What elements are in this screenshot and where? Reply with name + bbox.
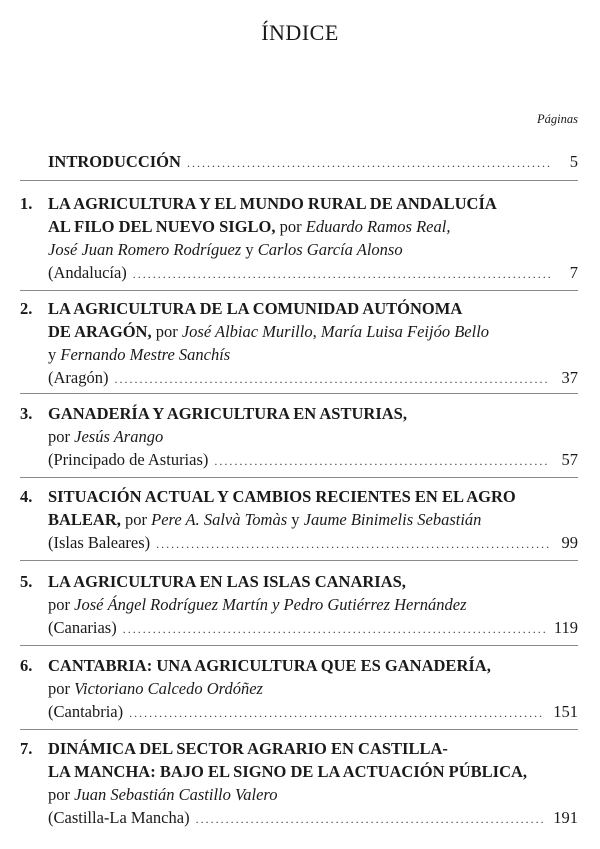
entry-page: 37 (561, 368, 578, 387)
entry-authors: José Albiac Murillo, María Luisa Feijóo Bello (181, 322, 490, 341)
dot-leader (129, 702, 545, 725)
entry-title-line: BALEAR, (48, 510, 121, 529)
entry-authors: José Ángel Rodríguez Martín (74, 595, 268, 614)
toc-entry-5[interactable] (20, 570, 578, 641)
entry-region: (Castilla-La Mancha) (48, 808, 190, 827)
entry-page: 5 (569, 152, 578, 171)
entry-region: (Canarias) (48, 618, 117, 637)
toc-entry-3[interactable] (20, 402, 578, 473)
entry-por: por (48, 785, 70, 804)
page-title: ÍNDICE (261, 20, 339, 45)
entry-number: 3. (20, 404, 33, 423)
dot-leader (114, 368, 550, 391)
dot-leader (133, 263, 550, 286)
entry-authors: Jesús Arango (74, 427, 164, 446)
entry-region: (Aragón) (48, 368, 109, 387)
entry-authors: José Juan Romero Rodríguez (48, 240, 242, 259)
entry-conj: y (291, 510, 300, 529)
entry-region: (Islas Baleares) (48, 533, 151, 552)
entry-title-line: LA AGRICULTURA Y EL MUNDO RURAL DE ANDALUCÍA (48, 194, 497, 213)
dot-leader (156, 533, 550, 556)
entry-title-line: DINÁMICA DEL SECTOR AGRARIO EN CASTILLA- (48, 739, 448, 758)
entry-page: 119 (553, 618, 578, 637)
entry-authors: Eduardo Ramos Real, (305, 217, 451, 236)
toc-entry-7[interactable] (20, 737, 578, 831)
entry-authors: Carlos García Alonso (257, 240, 403, 259)
entry-conj: y (272, 595, 280, 614)
entry-title-line: SITUACIÓN ACTUAL Y CAMBIOS RECIENTES EN EL AGRO (48, 487, 516, 506)
entry-region: (Cantabria) (48, 702, 124, 721)
entry-title-line: CANTABRIA: UNA AGRICULTURA QUE ES GANADERÍA, (48, 656, 491, 675)
entry-title-line: DE ARAGÓN, (48, 322, 152, 341)
entry-region: (Andalucía) (48, 263, 127, 282)
entry-number: 6. (20, 656, 33, 675)
entry-page: 191 (553, 808, 578, 827)
toc-entry-6[interactable] (20, 654, 578, 725)
entry-conj: y (245, 240, 254, 259)
paginas-label: Páginas (537, 112, 578, 126)
entry-por: por (48, 595, 70, 614)
entry-authors: Pedro Gutiérrez Hernández (283, 595, 467, 614)
entry-number: 7. (20, 739, 33, 758)
entry-por: por (48, 679, 70, 698)
dot-leader (187, 152, 550, 175)
dot-leader (123, 618, 546, 641)
dot-leader (214, 450, 550, 473)
divider (20, 729, 578, 730)
entry-region: (Principado de Asturias) (48, 450, 209, 469)
divider (20, 477, 578, 478)
entry-authors: Pere A. Salvà Tomàs (151, 510, 288, 529)
divider (20, 645, 578, 646)
entry-page: 151 (553, 702, 578, 721)
entry-authors: Jaume Binimelis Sebastián (303, 510, 482, 529)
entry-number: 5. (20, 572, 33, 591)
divider (20, 180, 578, 181)
entry-title-line: LA MANCHA: BAJO EL SIGNO DE LA ACTUACIÓN PÚBLICA, (48, 762, 528, 781)
entry-number: 1. (20, 194, 33, 213)
entry-conj: y (48, 345, 57, 364)
entry-por: por (48, 427, 70, 446)
entry-por: por (155, 322, 178, 341)
entry-page: 57 (561, 450, 578, 469)
toc-entry-4[interactable] (20, 485, 578, 556)
entry-por: por (125, 510, 148, 529)
entry-authors: Victoriano Calcedo Ordóñez (74, 679, 263, 698)
divider (20, 560, 578, 561)
entry-page: 7 (569, 263, 578, 282)
toc-entry-1[interactable] (20, 192, 578, 286)
entry-authors: Fernando Mestre Sanchís (60, 345, 231, 364)
entry-number: 2. (20, 299, 33, 318)
dot-leader (196, 808, 546, 831)
toc-entry-2[interactable] (20, 297, 578, 391)
entry-number: 4. (20, 487, 33, 506)
entry-title-line: GANADERÍA Y AGRICULTURA EN ASTURIAS, (48, 404, 407, 423)
entry-title-line: AL FILO DEL NUEVO SIGLO, (48, 217, 276, 236)
toc-entry-introduccion[interactable] (20, 150, 578, 175)
entry-por: por (279, 217, 302, 236)
entry-page: 99 (561, 533, 578, 552)
entry-authors: Juan Sebastián Castillo Valero (74, 785, 278, 804)
entry-title-line: LA AGRICULTURA EN LAS ISLAS CANARIAS, (48, 572, 406, 591)
entry-title: INTRODUCCIÓN (48, 152, 181, 171)
divider (20, 290, 578, 291)
divider (20, 393, 578, 394)
entry-title-line: LA AGRICULTURA DE LA COMUNIDAD AUTÓNOMA (48, 299, 463, 318)
